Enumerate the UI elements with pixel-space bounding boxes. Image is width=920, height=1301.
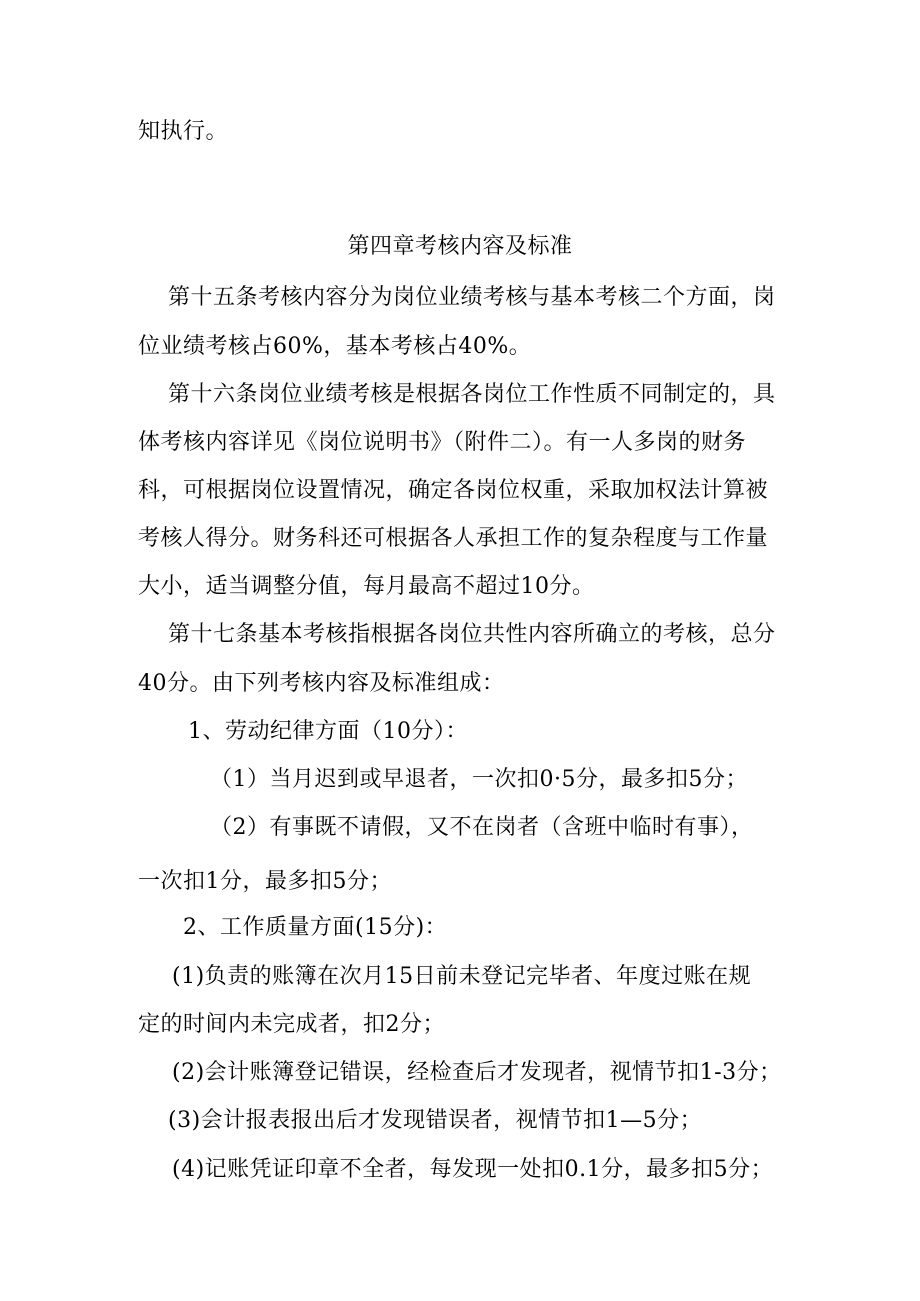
text-line: 40分。由下列考核内容及标准组成： [138,671,505,696]
text-line: 1、劳动纪律方面（10分）： [188,719,468,744]
text-line: 体考核内容详见《岗位说明书》（附件二）。有一人多岗的财务 [138,430,747,455]
text-line: 2、工作质量方面(15分)： [183,915,448,940]
text-line: 考核人得分。财务科还可根据各人承担工作的复杂程度与工作量 [138,526,769,551]
text-line: (4)记账凭证印章不全者，每发现一处扣0.1分，最多扣5分； [172,1157,774,1182]
text-line: 位业绩考核占60%，基本考核占40%。 [138,334,532,359]
text-line: 定的时间内未完成者，扣2分； [138,1012,445,1037]
text-line: (3)会计报表报出后才发现错误者，视情节扣1—5分； [168,1108,703,1133]
text-line: 第十六条岗位业绩考核是根据各岗位工作性质不同制定的，具 [168,382,776,407]
text-line: 一次扣1分，最多扣5分； [138,869,392,894]
text-line: 大小，适当调整分值，每月最高不超过10分。 [138,574,595,599]
text-line: (2)会计账簿登记错误，经检查后才发现者，视情节扣1-3分； [172,1060,782,1085]
text-line: （1）当月迟到或早退者，一次扣0·5分，最多扣5分； [210,767,748,792]
text-line: 第十五条考核内容分为岗位业绩考核与基本考核二个方面，岗 [168,285,776,310]
chapter-title: 第四章考核内容及标准 [347,234,573,259]
text-line: (1)负责的账簿在次月15日前未登记完毕者、年度过账在规 [172,964,752,989]
text-line: 科，可根据岗位设置情况，确定各岗位权重，采取加权法计算被 [138,478,769,503]
text-line: 知执行。 [138,119,229,144]
text-line: （2）有事既不请假，又不在岗者（含班中临时有事）， [210,815,754,840]
text-line: 第十七条基本考核指根据各岗位共性内容所确立的考核，总分 [168,622,776,647]
